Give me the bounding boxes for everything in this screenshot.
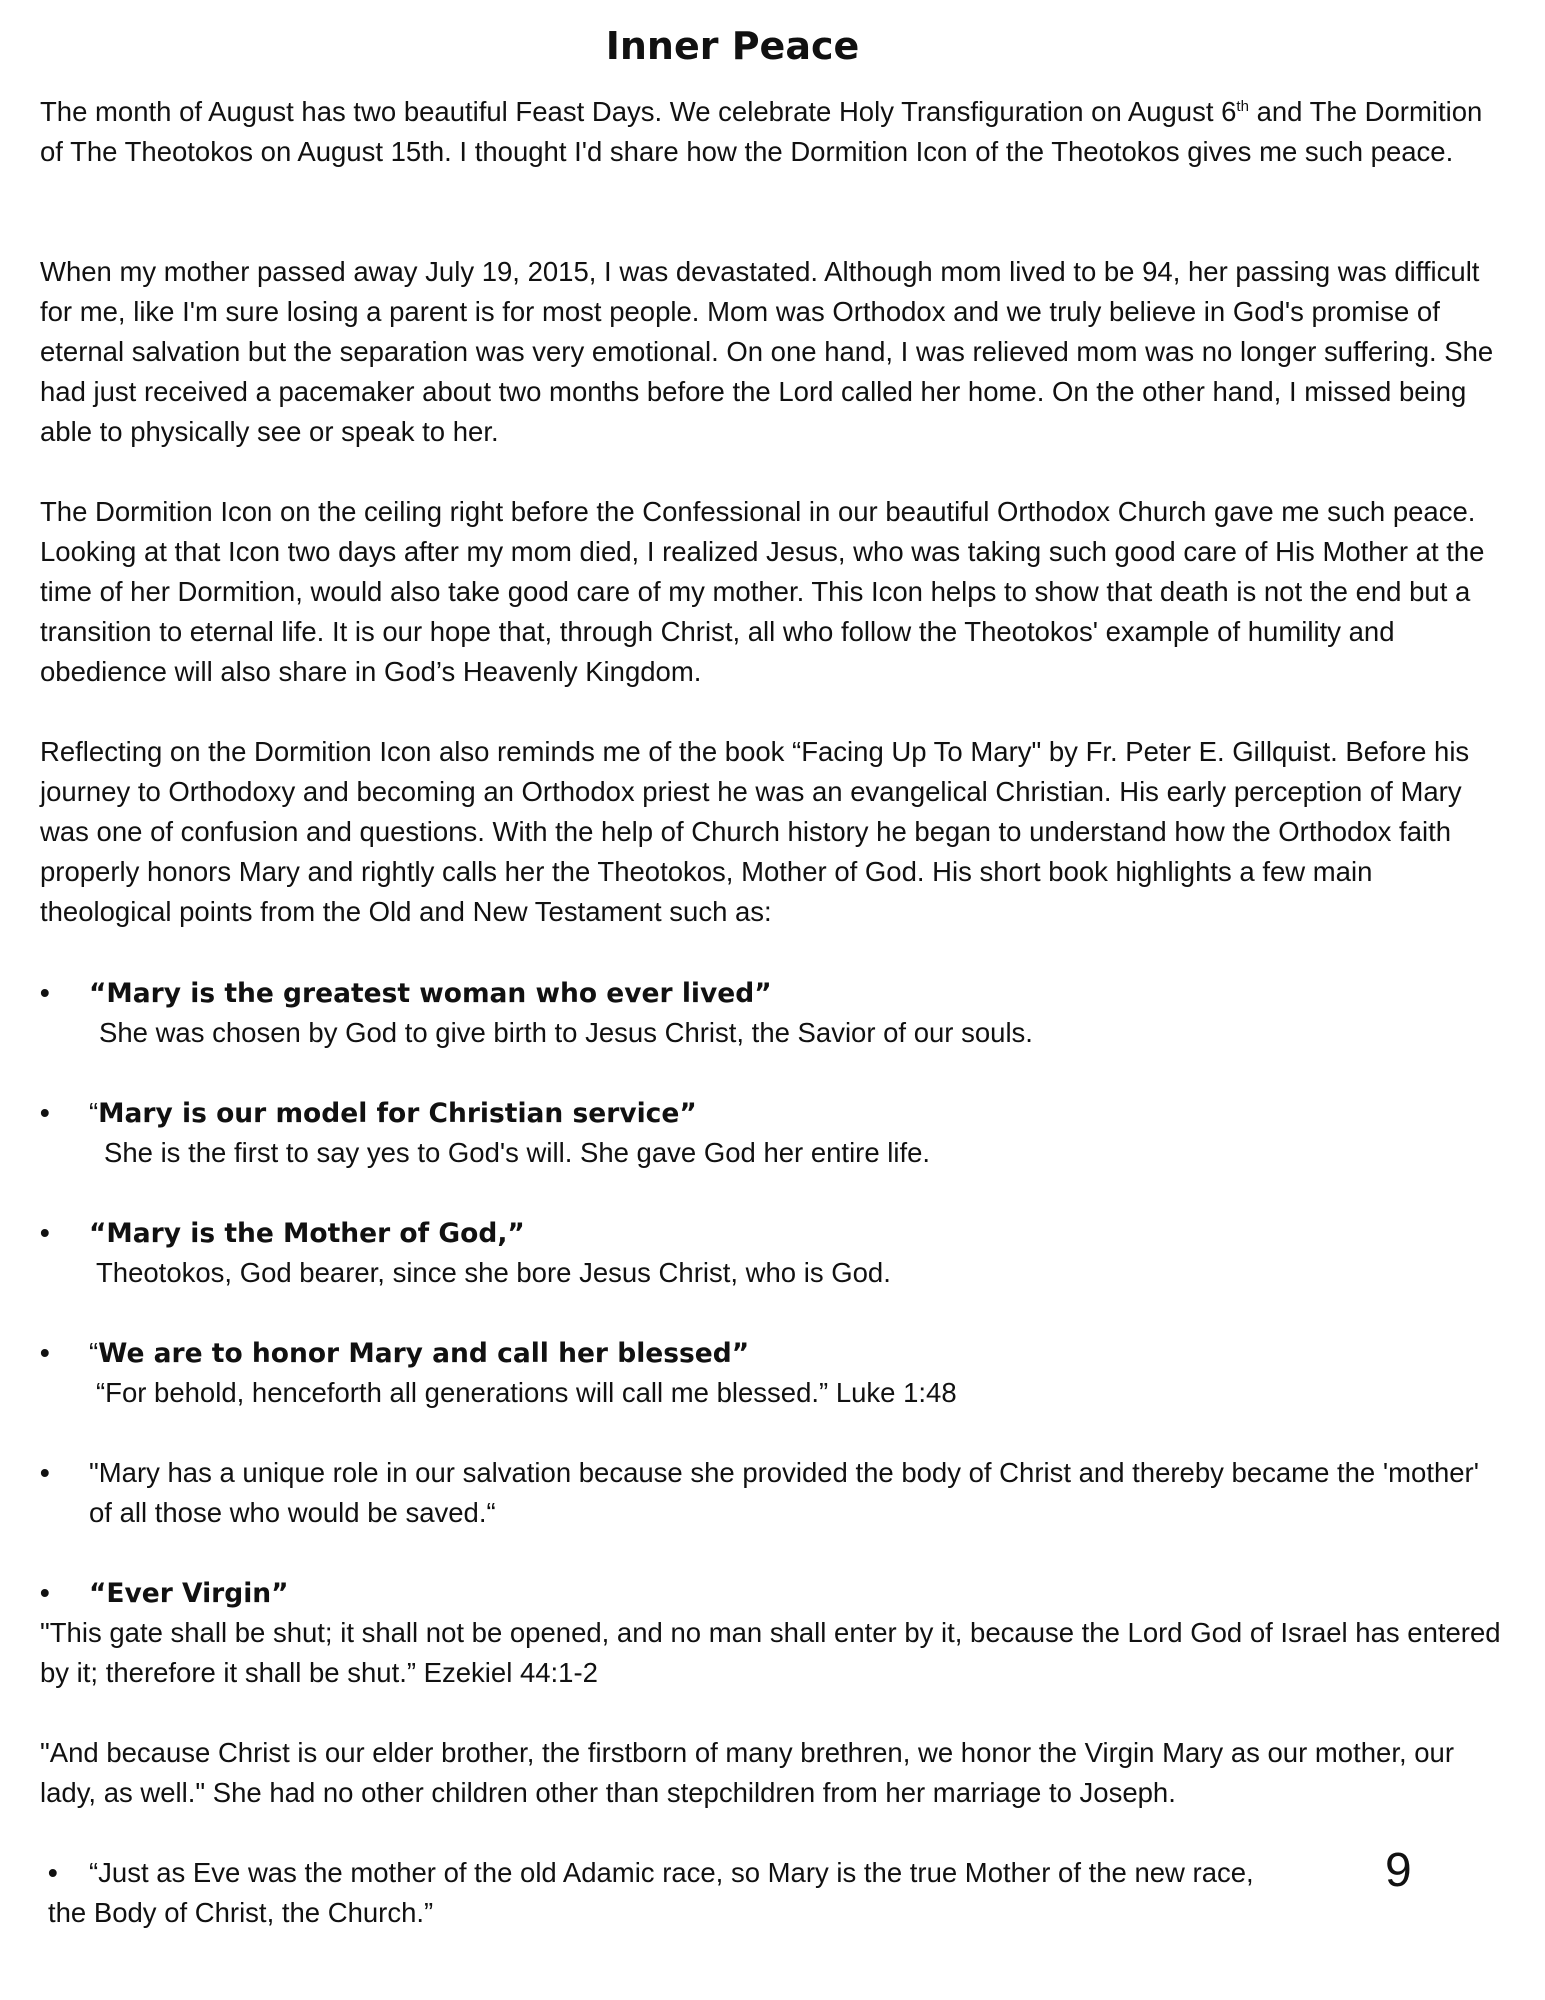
paragraph-text: and The Dormition of The Theotokos on August 15th. I thought I'd share how the Dormition Icon of the Theotokos gives me such peace. — [40, 96, 1483, 167]
bullet-dot: • — [40, 1577, 50, 1608]
bullet-description: She was chosen by God to give birth to Jesus Christ, the Savior of our souls. — [99, 1017, 1033, 1048]
paragraph-mother-passing: When my mother passed away July 19, 2015, I was devastated. Although mom lived to be 94, her passing was difficult for me, like I'm sure losing a parent is for most people. Mom was Orthodox and we truly believe in God's promise of eternal salvation but the separation was very emotional. On one hand, I was relieved mom was no longer suffering. She had just received a pacemaker about two months before the Lord called her home. On the other hand, I missed being able to physically see or speak to her. — [40, 256, 1494, 447]
page-number: 9 — [1385, 1844, 1412, 1897]
bullet-dot: • — [48, 1857, 58, 1888]
bullet-description: “For behold, henceforth all generations will call me blessed.” Luke 1:48 — [96, 1377, 957, 1408]
bullet-dot: • — [40, 1457, 50, 1488]
bullet-description: Theotokos, God bearer, since she bore Jesus Christ, who is God. — [96, 1257, 891, 1288]
elder-brother-quote: "And because Christ is our elder brother, the firstborn of many brethren, we honor the Virgin Mary as our mother, our lady, as well." She had no other children other than stepchildren from her marriage to Joseph. — [40, 1737, 1454, 1808]
bullet-dot: • — [40, 1217, 50, 1248]
bullet-text-continued: the Body of Christ, the Church.” — [48, 1897, 434, 1928]
bullet-dot: • — [40, 1337, 50, 1368]
bullet-text: "Mary has a unique role in our salvation because she provided the body of Christ and thereby became the 'mother' of all those who would be saved.“ — [89, 1457, 1479, 1528]
paragraph-dormition-icon: The Dormition Icon on the ceiling right before the Confessional in our beautiful Orthodox Church gave me such peace. Looking at that Icon two days after my mom died, I realized Jesus, who was taking such good care of His Mother at the time of her Dormition, would also take good care of my mother. This Icon helps to show that death is not the end but a transition to eternal life. It is our hope that, through Christ, all who follow the Theotokos' example of humility and obedience will also share in God’s Heavenly Kingdom. — [40, 496, 1485, 687]
bullet-heading: “Mary is the Mother of God,” — [89, 1218, 525, 1249]
bullet-heading: “We are to honor Mary and call her blessed” — [89, 1337, 750, 1369]
bullet-heading: “Mary is the greatest woman who ever lived” — [89, 978, 772, 1009]
ezekiel-quote: "This gate shall be shut; it shall not be opened, and no man shall enter by it, because the Lord God of Israel has entered by it; therefore it shall be shut.” Ezekiel 44:1-2 — [40, 1617, 1501, 1688]
superscript-th: th — [1236, 97, 1249, 115]
bullet-text: “Just as Eve was the mother of the old Adamic race, so Mary is the true Mother of the new race, — [89, 1857, 1254, 1888]
page-title: Inner Peace — [605, 24, 860, 68]
paragraph-feast-days — [40, 92, 1510, 172]
bullet-dot: • — [40, 977, 50, 1008]
paragraph-facing-up-to-mary: Reflecting on the Dormition Icon also reminds me of the book “Facing Up To Mary" by Fr. Peter E. Gillquist. Before his journey to Orthodoxy and becoming an Orthodox priest he was an evangelical Christian. His early perception of Mary was one of confusion and questions. With the help of Church history he began to understand how the Orthodox faith properly honors Mary and rightly calls her the Theotokos, Mother of God. His short book highlights a few main theological points from the Old and New Testament such as: — [40, 736, 1470, 927]
bullet-heading: “Ever Virgin” — [89, 1578, 289, 1609]
bullet-description: She is the first to say yes to God's will. She gave God her entire life. — [104, 1137, 931, 1168]
bullet-dot: • — [40, 1097, 50, 1128]
bullet-heading: “Mary is our model for Christian service” — [89, 1097, 697, 1129]
paragraph-text: The month of August has two beautiful Feast Days. We celebrate Holy Transfiguration on August 6 — [40, 96, 1237, 127]
